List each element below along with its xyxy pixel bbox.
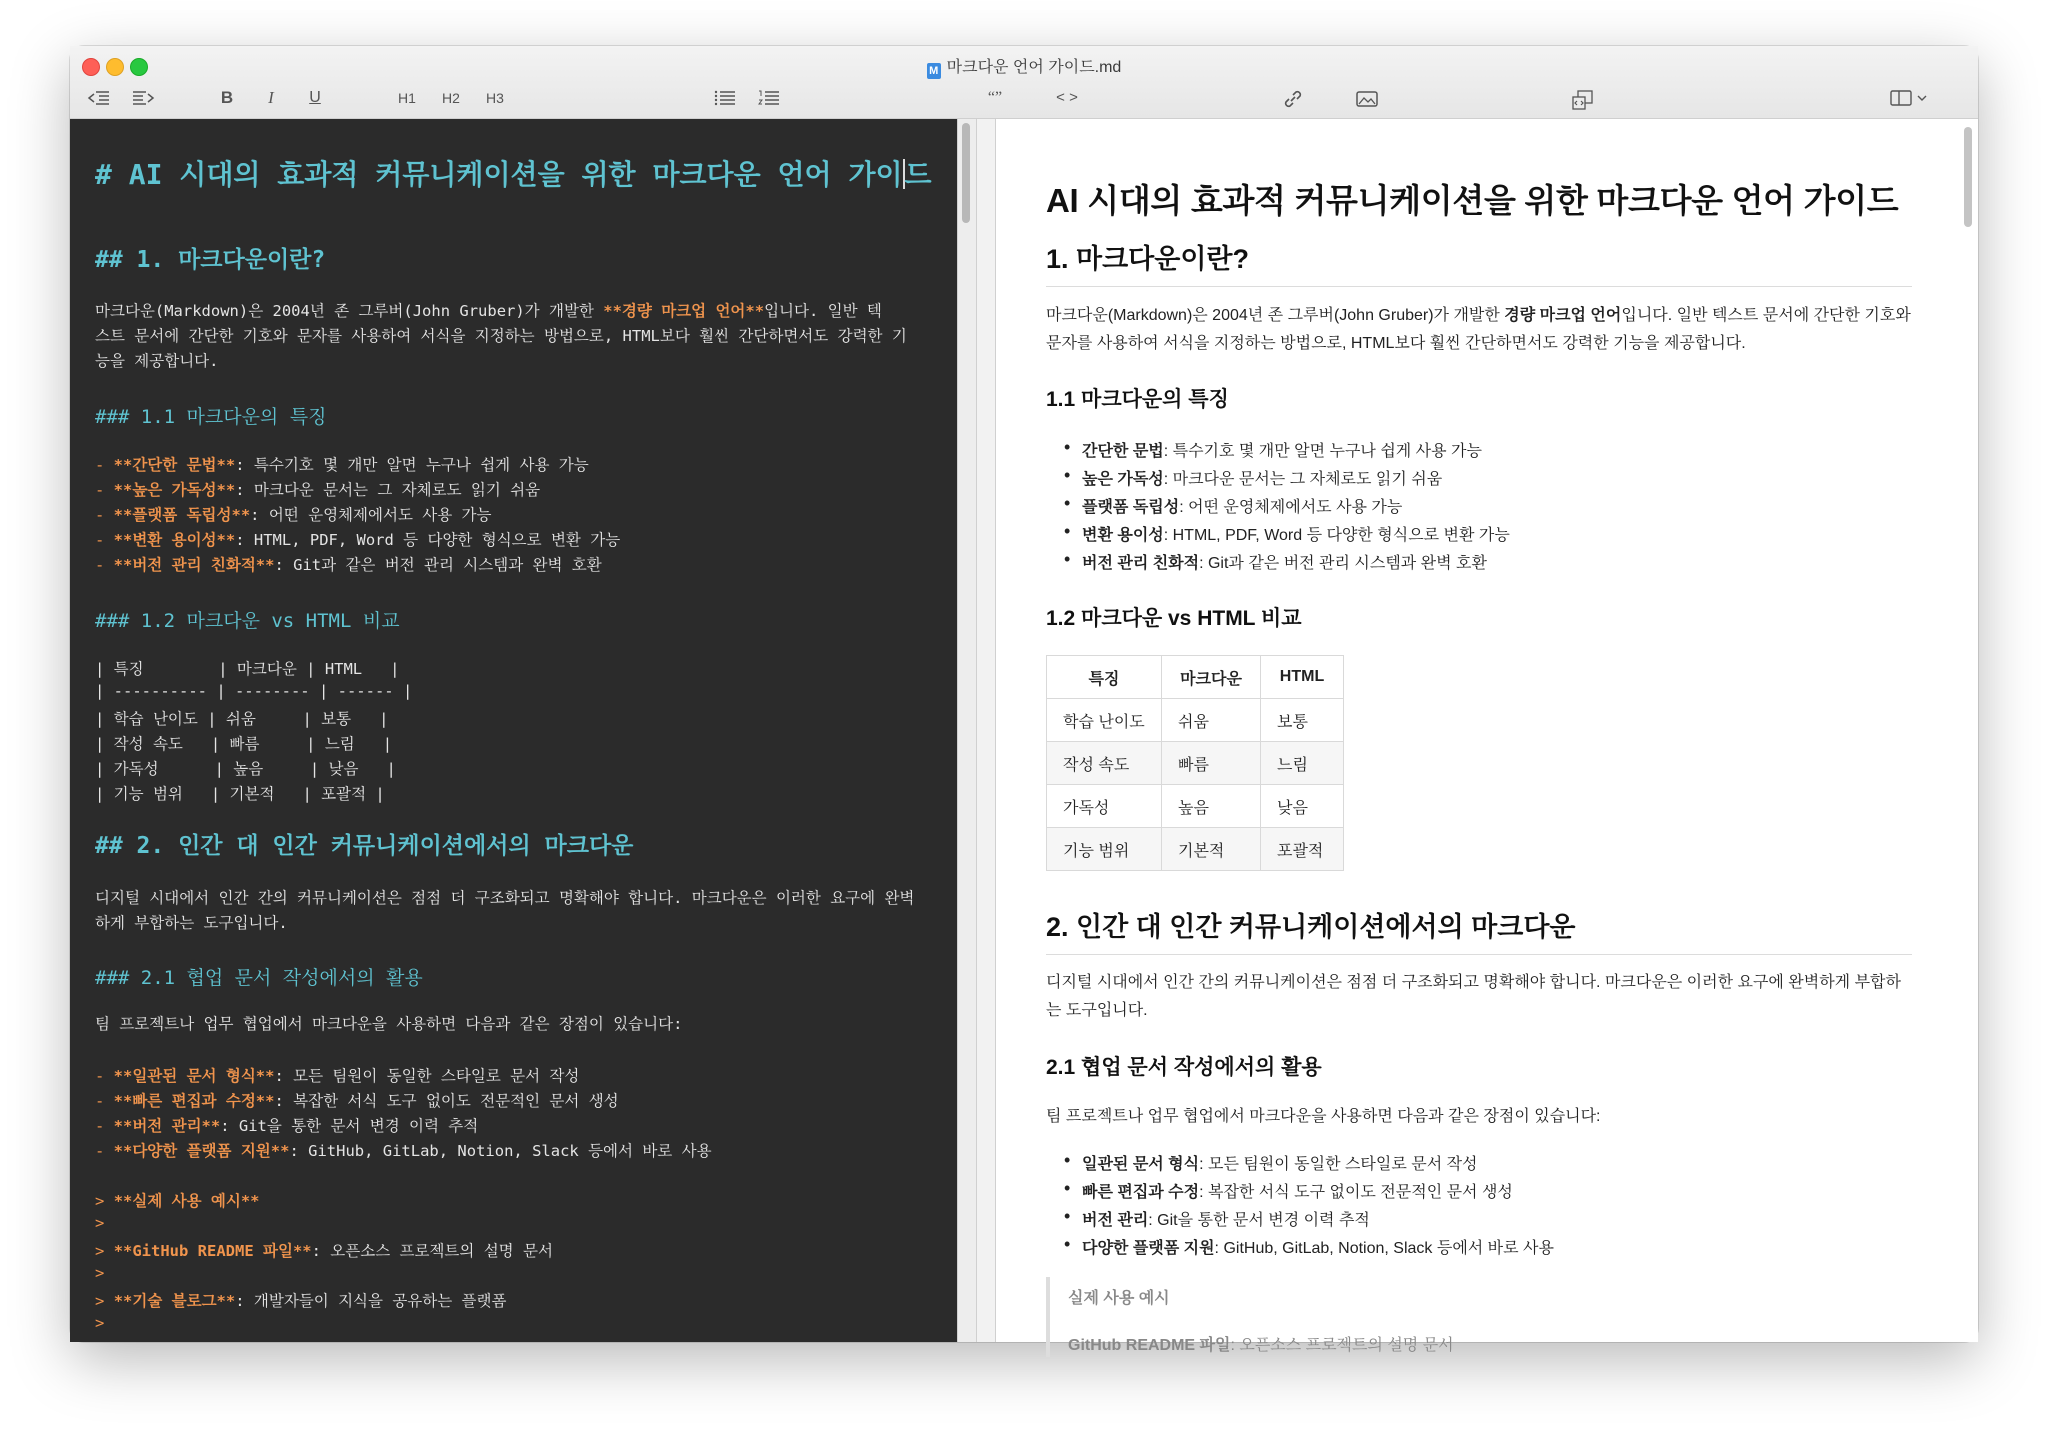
- preview-collab-2: • 빠른 편집과 수정: 복잡한 서식 도구 없이도 전문적인 문서 생성: [1082, 1179, 1513, 1202]
- editor-table-line-6: | 기능 범위 | 기본적 | 포괄적 |: [95, 785, 385, 803]
- editor-quote-line-3: > **GitHub README 파일**: 오픈소스 프로젝트의 설명 문서: [95, 1242, 553, 1260]
- outdent-button[interactable]: [84, 86, 114, 110]
- editor-h1: # AI 시대의 효과적 커뮤니케이션을 위한 마크다운 언어 가이드: [95, 158, 932, 191]
- preview-blockquote: [1046, 1277, 1934, 1357]
- preview-feature-5: • 버전 관리 친화적: Git과 같은 버전 관리 시스템과 완벽 호환: [1082, 550, 1487, 573]
- preview-p3: 팀 프로젝트나 업무 협업에서 마크다운을 사용하면 다음과 같은 장점이 있습니다:: [1046, 1108, 1601, 1125]
- editor-table-line-2: | ---------- | -------- | ------ |: [95, 682, 413, 700]
- numbered-list-button[interactable]: [754, 86, 784, 110]
- heading3-button[interactable]: H3: [486, 90, 504, 106]
- editor-collab-4: - **다양한 플랫폼 지원**: GitHub, GitLab, Notion, Slack 등에서 바로 사용: [95, 1142, 712, 1160]
- table-cell: 느림: [1261, 742, 1344, 785]
- markdown-editor[interactable]: [70, 119, 976, 1342]
- preview-h1: AI 시대의 효과적 커뮤니케이션을 위한 마크다운 언어 가이드: [1046, 182, 1899, 219]
- quote-button[interactable]: “”: [987, 89, 1003, 106]
- preview-collab-3: • 버전 관리: Git을 통한 문서 변경 이력 추적: [1082, 1207, 1370, 1230]
- editor-scrollbar[interactable]: [957, 119, 976, 1342]
- editor-feature-4: - **변환 용이성**: HTML, PDF, Word 등 다양한 형식으로 변환 가능: [95, 531, 621, 549]
- layout-toggle-button[interactable]: [1886, 86, 1934, 110]
- image-button[interactable]: [1352, 86, 1382, 110]
- preview-feature-3: • 플랫폼 독립성: 어떤 운영체제에서도 사용 가능: [1082, 494, 1402, 517]
- table-cell: 빠름: [1162, 742, 1261, 785]
- underline-button[interactable]: U: [309, 89, 321, 106]
- pane-divider[interactable]: [976, 119, 996, 1342]
- preview-comparison-table: [1046, 655, 1344, 871]
- editor-feature-3: - **플랫폼 독립성**: 어떤 운영체제에서도 사용 가능: [95, 506, 492, 524]
- editor-quote-line-4: >: [95, 1264, 105, 1282]
- numbered-list-icon: [758, 90, 780, 106]
- table-row: [1047, 742, 1344, 785]
- editor-p2-line2: 하게 부합하는 도구입니다.: [95, 914, 288, 932]
- editor-quote-line-2: >: [95, 1214, 105, 1232]
- editor-collab-2: - **빠른 편집과 수정**: 복잡한 서식 도구 없이도 전문적인 문서 생성: [95, 1092, 619, 1110]
- bullet-list-icon: [714, 90, 736, 106]
- table-row: [1047, 828, 1344, 871]
- editor-p1-line1: 마크다운(Markdown)은 2004년 존 그루버(John Gruber)가 개발한 **경량 마크업 언어**입니다. 일반 텍: [95, 302, 882, 320]
- table-cell: 낮음: [1261, 785, 1344, 828]
- table-cell: 보통: [1261, 699, 1344, 742]
- table-cell: 포괄적: [1261, 828, 1344, 871]
- editor-feature-5: - **버전 관리 친화적**: Git과 같은 버전 관리 시스템과 완벽 호환: [95, 556, 602, 574]
- quote-item: GitHub README 파일: 오픈소스 프로젝트의 설명 문서: [1068, 1337, 1454, 1354]
- table-header-row: [1047, 656, 1344, 699]
- heading2-button[interactable]: H2: [442, 90, 460, 106]
- editor-collab-3: - **버전 관리**: Git을 통한 문서 변경 이력 추적: [95, 1117, 479, 1135]
- preview-p1: 마크다운(Markdown)은 2004년 존 그루버(John Gruber)가 개발한 경량 마크업 언어입니다. 일반 텍스트 문서에 간단한 기호와 문자를 사용하여 서식을 지정하는 방법으로, HTML보다 훨씬 간단하면서도 강력한 기능을 제공합니다.: [1046, 307, 1911, 352]
- editor-table-line-3: | 학습 난이도 | 쉬움 | 보통 |: [95, 710, 389, 728]
- markdown-preview: [996, 119, 1978, 1354]
- table-cell: 기능 범위: [1047, 828, 1162, 871]
- editor-p2-line1: 디지털 시대에서 인간 간의 커뮤니케이션은 점점 더 구조화되고 명확해야 합니다. 마크다운은 이러한 요구에 완벽: [95, 889, 915, 907]
- code-button[interactable]: < >: [1056, 89, 1078, 106]
- heading1-button[interactable]: H1: [398, 90, 416, 106]
- editor-table-line-5: | 가독성 | 높음 | 낮음 |: [95, 760, 396, 778]
- editor-h3-1: ### 1.1 마크다운의 특징: [95, 406, 327, 428]
- indent-icon: [132, 90, 154, 106]
- window-title: [70, 54, 1978, 79]
- image-icon: [1356, 90, 1378, 108]
- preview-scroll-thumb[interactable]: [1964, 127, 1972, 227]
- preview-feature-4: • 변환 용이성: HTML, PDF, Word 등 다양한 형식으로 변환 가능: [1082, 522, 1510, 545]
- preview-collab-1: • 일관된 문서 형식: 모든 팀원이 동일한 스타일로 문서 작성: [1082, 1151, 1478, 1174]
- link-icon: [1283, 90, 1303, 108]
- preview-h3-2: 1.2 마크다운 vs HTML 비교: [1046, 607, 1302, 630]
- link-button[interactable]: [1278, 86, 1308, 110]
- italic-button[interactable]: I: [268, 88, 274, 107]
- preview-feature-1: • 간단한 문법: 특수기호 몇 개만 알면 누구나 쉽게 사용 가능: [1082, 438, 1482, 461]
- editor-feature-2: - **높은 가독성**: 마크다운 문서는 그 자체로도 읽기 쉬움: [95, 481, 541, 499]
- table-cell: 쉬움: [1162, 699, 1261, 742]
- table-cell: 높음: [1162, 785, 1261, 828]
- table-header-cell: HTML: [1261, 656, 1344, 699]
- editor-feature-1: - **간단한 문법**: 특수기호 몇 개만 알면 누구나 쉽게 사용 가능: [95, 456, 589, 474]
- editor-h2-2: ## 2. 인간 대 인간 커뮤니케이션에서의 마크다운: [95, 833, 634, 859]
- app-window: [70, 46, 1978, 1354]
- editor-quote-line-6: >: [95, 1314, 105, 1332]
- code-block-icon: [1572, 90, 1594, 110]
- split-view-icon: [1890, 90, 1930, 106]
- editor-quote-line-1: > **실제 사용 예시**: [95, 1192, 260, 1210]
- table-header-cell: 특징: [1047, 656, 1162, 699]
- preview-h3-3: 2.1 협업 문서 작성에서의 활용: [1046, 1056, 1322, 1079]
- table-cell: 작성 속도: [1047, 742, 1162, 785]
- table-cell: 가독성: [1047, 785, 1162, 828]
- editor-p3: 팀 프로젝트나 업무 협업에서 마크다운을 사용하면 다음과 같은 장점이 있습니다:: [95, 1015, 683, 1033]
- preview-scrollbar[interactable]: [1960, 119, 1978, 1342]
- table-cell: 학습 난이도: [1047, 699, 1162, 742]
- editor-p1-line3: 능을 제공합니다.: [95, 352, 219, 370]
- code-block-button[interactable]: [1568, 86, 1598, 110]
- table-header-cell: 마크다운: [1162, 656, 1261, 699]
- preview-h2-2: 2. 인간 대 인간 커뮤니케이션에서의 마크다운: [1046, 905, 1912, 955]
- table-cell: 기본적: [1162, 828, 1261, 871]
- quote-title: 실제 사용 예시: [1068, 1290, 1170, 1307]
- editor-scroll-thumb[interactable]: [962, 123, 970, 223]
- titlebar: [70, 46, 1978, 119]
- table-row: [1047, 699, 1344, 742]
- editor-quote-line-5: > **기술 블로그**: 개발자들이 지식을 공유하는 플랫폼: [95, 1292, 507, 1310]
- editor-collab-1: - **일관된 문서 형식**: 모든 팀원이 동일한 스타일로 문서 작성: [95, 1067, 580, 1085]
- indent-button[interactable]: [128, 86, 158, 110]
- editor-p1-line2: 스트 문서에 간단한 기호와 문자를 사용하여 서식을 지정하는 방법으로, HTML보다 훨씬 간단하면서도 강력한 기: [95, 327, 907, 345]
- editor-h3-2: ### 1.2 마크다운 vs HTML 비교: [95, 610, 400, 632]
- preview-h2-1: 1. 마크다운이란?: [1046, 237, 1912, 287]
- preview-h3-1: 1.1 마크다운의 특징: [1046, 388, 1229, 411]
- editor-table-line-4: | 작성 속도 | 빠름 | 느림 |: [95, 735, 393, 753]
- preview-p2: 디지털 시대에서 인간 간의 커뮤니케이션은 점점 더 구조화되고 명확해야 합니다. 마크다운은 이러한 요구에 완벽하게 부합하는 도구입니다.: [1046, 974, 1901, 1019]
- window-title-text: 마크다운 언어 가이드.md: [946, 59, 1122, 76]
- bullet-list-button[interactable]: [710, 86, 740, 110]
- preview-feature-2: • 높은 가독성: 마크다운 문서는 그 자체로도 읽기 쉬움: [1082, 466, 1442, 489]
- table-row: [1047, 785, 1344, 828]
- outdent-icon: [88, 90, 110, 106]
- preview-collab-4: • 다양한 플랫폼 지원: GitHub, GitLab, Notion, Slack 등에서 바로 사용: [1082, 1235, 1554, 1258]
- editor-h3-3: ### 2.1 협업 문서 작성에서의 활용: [95, 967, 423, 989]
- editor-h2-1: ## 1. 마크다운이란?: [95, 247, 326, 273]
- editor-table-line-1: | 특징 | 마크다운 | HTML |: [95, 660, 400, 678]
- markdown-file-icon: M: [927, 63, 941, 79]
- bold-button[interactable]: B: [220, 88, 234, 107]
